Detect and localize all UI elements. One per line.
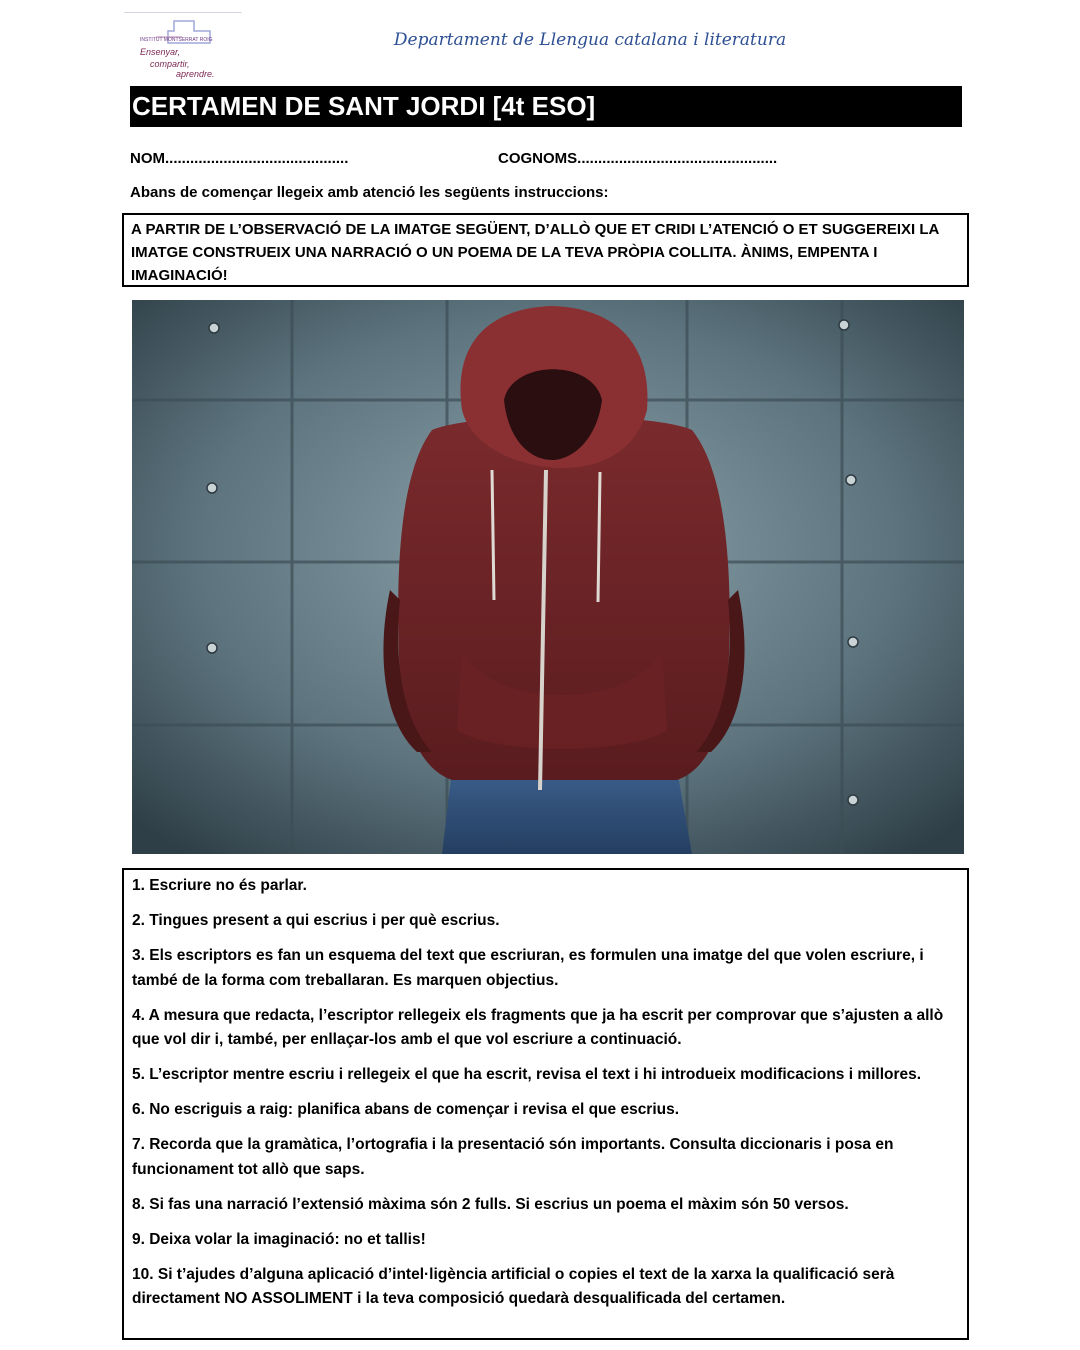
rule-item: 9. Deixa volar la imaginació: no et tallis!: [132, 1230, 426, 1248]
rule-item: 1. Escriure no és parlar.: [132, 877, 307, 894]
instructions-lead: Abans de començar llegeix amb atenció les següents instruccions:: [130, 184, 609, 201]
rule-item: 8. Si fas una narració l’extensió màxima són 2 fulls. Si escrius un poema el màxim són 50 versos.: [132, 1195, 849, 1213]
logo-school-name: INSTITUT MONTSERRAT ROIG: [140, 37, 213, 43]
school-logo: [124, 12, 242, 81]
page-title: CERTAMEN DE SANT JORDI [4t ESO]: [130, 86, 962, 127]
logo-motto-line1: Ensenyar,: [140, 47, 181, 57]
hooded-figure-photo: [132, 300, 964, 854]
logo-motto-line3: aprendre.: [176, 69, 215, 79]
logo-motto-line2: compartir,: [150, 59, 190, 69]
task-text: A PARTIR DE L’OBSERVACIÓ DE LA IMATGE SEGÜENT, D’ALLÒ QUE ET CRIDI L’ATENCIÓ O ET SUGGEREIXI LA IMATGE CONSTRUEIX UNA NARRACIÓ O UN POEMA DE LA TEVA PRÒPIA COLLITA. ÀNIMS, EMPENTA I IMAGINACIÓ!: [131, 221, 939, 284]
surname-field: COGNOMS................................................: [498, 150, 778, 167]
name-field: NOM............................................: [130, 150, 349, 167]
rule-item: 10. Si t’ajudes d’alguna aplicació d’intel·ligència artificial o copies el text de la xarxa la qualificació serà directament NO ASSOLIMENT i la teva composició quedarà desqualificada del certamen.: [132, 1265, 895, 1307]
department-heading: Departament de Llengua catalana i literatura: [393, 30, 787, 50]
rules-box: [122, 868, 969, 1340]
rule-item: 2. Tingues present a qui escrius i per què escrius.: [132, 912, 500, 929]
task-box: [122, 213, 969, 287]
rule-item: 7. Recorda que la gramàtica, l’ortografia i la presentació són importants. Consulta diccionaris i posa en funcionament tot allò que saps.: [132, 1136, 894, 1178]
rule-item: 3. Els escriptors es fan un esquema del text que escriuran, es formulen una imatge del que volen escriure, i també de la forma com treballaran. Es marquen objectius.: [132, 947, 924, 989]
rule-item: 4. A mesura que redacta, l’escriptor rellegeix els fragments que ja ha escrit per comprovar que s’ajusten a allò que vol dir i, també, per enllaçar-los amb el que vol escriure a continuació.: [132, 1006, 944, 1048]
rule-item: 6. No escriguis a raig: planifica abans de començar i revisa el que escrius.: [132, 1101, 680, 1118]
rule-item: 5. L’escriptor mentre escriu i rellegeix el que ha escrit, revisa el text i hi introdueix modificacions i millores.: [132, 1066, 922, 1083]
